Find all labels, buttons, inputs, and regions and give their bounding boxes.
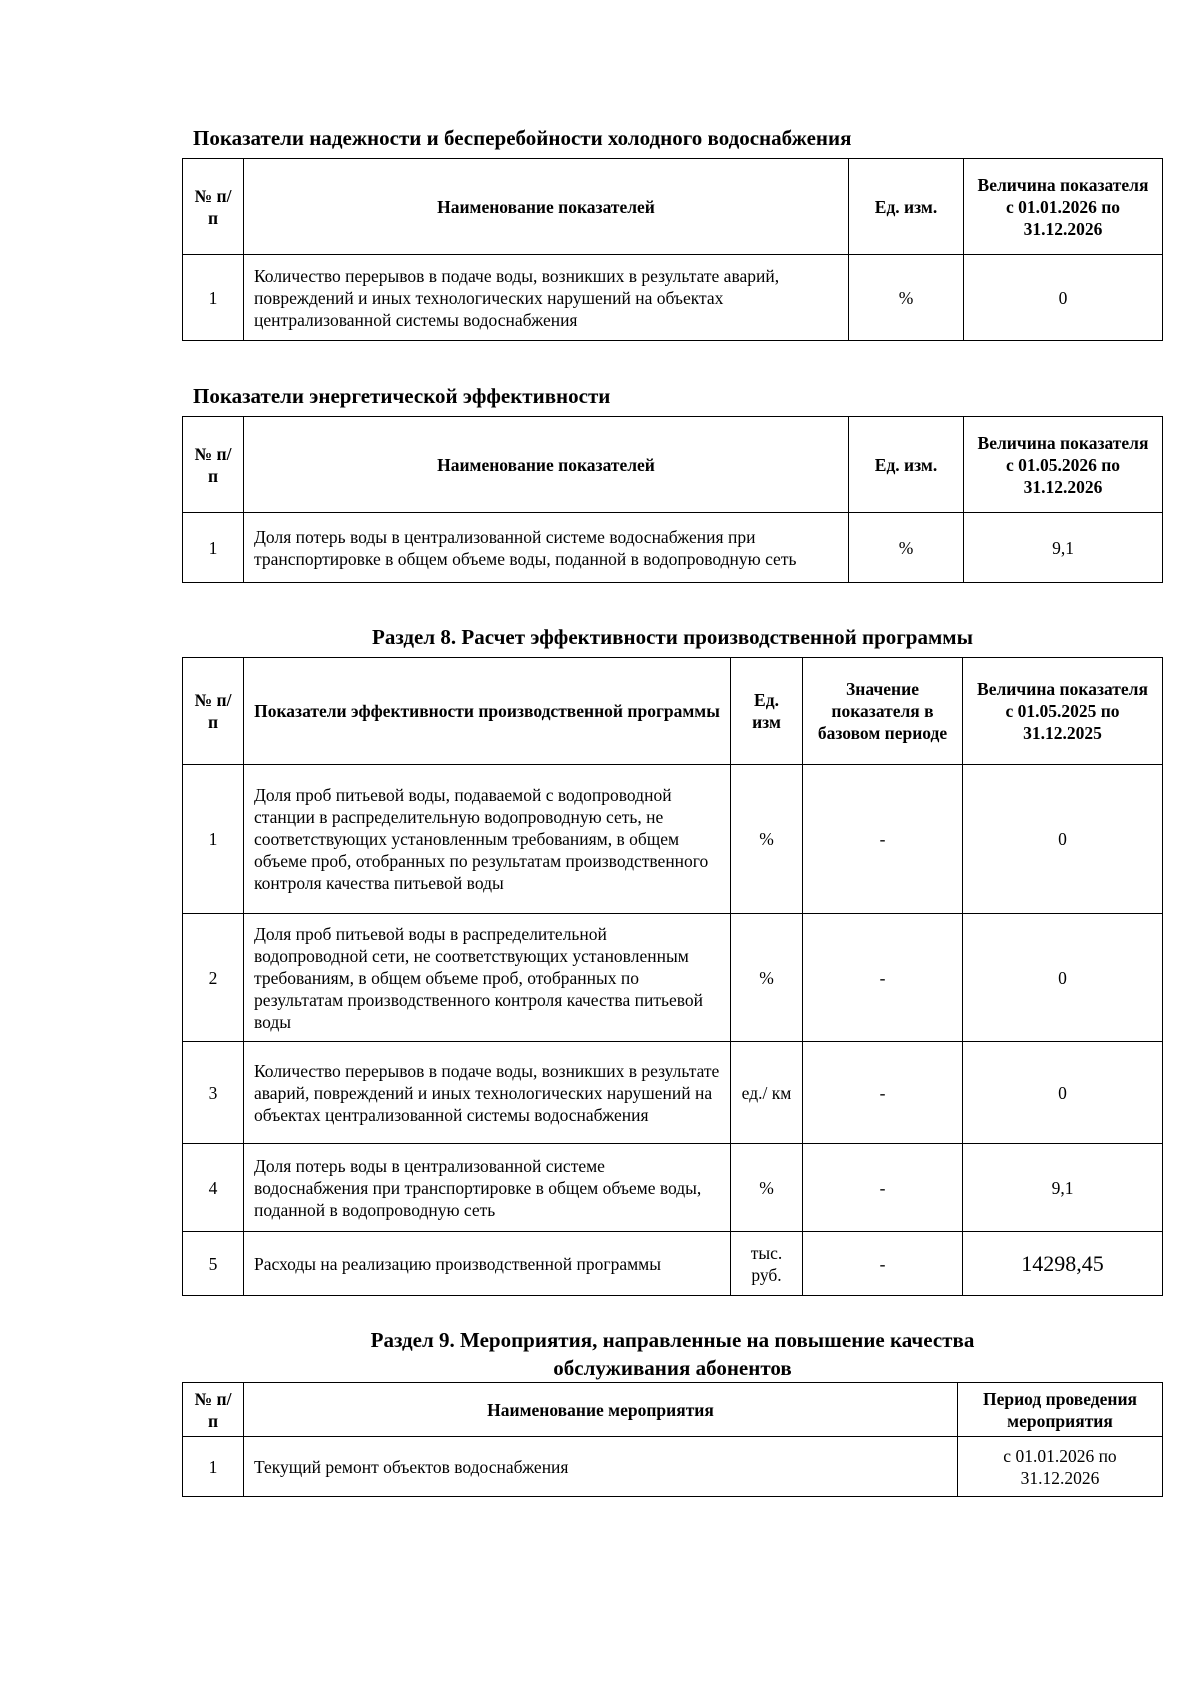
table-header-row <box>183 1383 1163 1437</box>
table-row <box>183 513 1163 583</box>
section-9-title-line-1: Раздел 9. Мероприятия, направленные на повышение качества <box>370 1328 975 1352</box>
header-number: № п/п <box>183 159 244 255</box>
row-value: 14298,45 <box>963 1232 1163 1296</box>
row-indicator-name: Доля проб питьевой воды, подаваемой с водопроводной станции в распределительную водопроводную сеть, не соответствующих установленным требованиям, в общем объеме проб, отобранных по результатам производственного контроля качества питьевой воды <box>244 765 731 914</box>
row-number: 1 <box>183 255 244 341</box>
header-base-value: Значение показателя в базовом периоде <box>803 658 963 765</box>
table-row <box>183 1042 1163 1144</box>
header-unit: Ед. изм. <box>849 417 964 513</box>
header-value: Величина показателя с 01.01.2026 по 31.12.2026 <box>964 159 1163 255</box>
row-number: 1 <box>183 765 244 914</box>
table-row <box>183 765 1163 914</box>
row-unit: % <box>849 255 964 341</box>
energy-efficiency-table <box>182 416 1163 583</box>
reliability-table <box>182 158 1163 341</box>
row-unit: тыс. руб. <box>731 1232 803 1296</box>
table-header-row <box>183 417 1163 513</box>
row-value: 0 <box>963 765 1163 914</box>
table-header-row <box>183 159 1163 255</box>
header-number: № п/п <box>183 417 244 513</box>
table-row <box>183 914 1163 1042</box>
row-value: 9,1 <box>964 513 1163 583</box>
header-number: № п/п <box>183 658 244 765</box>
section-9-title-line-2: обслуживания абонентов <box>553 1356 792 1380</box>
row-period: с 01.01.2026 по 31.12.2026 <box>958 1437 1163 1497</box>
row-number: 4 <box>183 1144 244 1232</box>
table-header-row <box>183 658 1163 765</box>
header-indicator-name: Наименование показателей <box>244 417 849 513</box>
table-row <box>183 255 1163 341</box>
header-unit: Ед. изм <box>731 658 803 765</box>
row-base-value: - <box>803 914 963 1042</box>
header-number: № п/п <box>183 1383 244 1437</box>
row-number: 3 <box>183 1042 244 1144</box>
row-unit: % <box>731 1144 803 1232</box>
header-value: Величина показателя с 01.05.2026 по 31.12.2026 <box>964 417 1163 513</box>
header-value: Величина показателя с 01.05.2025 по 31.12.2025 <box>963 658 1163 765</box>
row-indicator-name: Доля потерь воды в централизованной системе водоснабжения при транспортировке в общем объеме воды, поданной в водопроводную сеть <box>244 1144 731 1232</box>
header-unit: Ед. изм. <box>849 159 964 255</box>
row-number: 1 <box>183 513 244 583</box>
service-quality-measures-table <box>182 1382 1163 1497</box>
section-8-title: Раздел 8. Расчет эффективности производственной программы <box>372 625 973 649</box>
header-period: Период проведения мероприятия <box>958 1383 1163 1437</box>
row-number: 2 <box>183 914 244 1042</box>
row-indicator-name: Расходы на реализацию производственной программы <box>244 1232 731 1296</box>
row-value: 0 <box>963 1042 1163 1144</box>
table-row <box>183 1437 1163 1497</box>
row-value: 0 <box>963 914 1163 1042</box>
table-row <box>183 1232 1163 1296</box>
row-value: 9,1 <box>963 1144 1163 1232</box>
row-indicator-name: Доля потерь воды в централизованной системе водоснабжения при транспортировке в общем объеме воды, поданной в водопроводную сеть <box>244 513 849 583</box>
row-base-value: - <box>803 1042 963 1144</box>
reliability-section-title: Показатели надежности и бесперебойности холодного водоснабжения <box>193 126 852 150</box>
row-base-value: - <box>803 765 963 914</box>
row-base-value: - <box>803 1144 963 1232</box>
row-measure-name: Текущий ремонт объектов водоснабжения <box>244 1437 958 1497</box>
row-number: 5 <box>183 1232 244 1296</box>
table-row <box>183 1144 1163 1232</box>
row-value: 0 <box>964 255 1163 341</box>
program-efficiency-table <box>182 657 1163 1296</box>
row-unit: ед./ км <box>731 1042 803 1144</box>
row-number: 1 <box>183 1437 244 1497</box>
row-unit: % <box>849 513 964 583</box>
header-indicator-name: Показатели эффективности производственной программы <box>244 658 731 765</box>
header-measure-name: Наименование мероприятия <box>244 1383 958 1437</box>
row-indicator-name: Доля проб питьевой воды в распределительной водопроводной сети, не соответствующих установленным требованиям, в общем объеме проб, отобранных по результатам производственного контроля качества питьевой воды <box>244 914 731 1042</box>
row-unit: % <box>731 765 803 914</box>
row-indicator-name: Количество перерывов в подаче воды, возникших в результате аварий, повреждений и иных технологических нарушений на объектах централизованной системы водоснабжения <box>244 1042 731 1144</box>
row-indicator-name: Количество перерывов в подаче воды, возникших в результате аварий, повреждений и иных технологических нарушений на объектах централизованной системы водоснабжения <box>244 255 849 341</box>
header-indicator-name: Наименование показателей <box>244 159 849 255</box>
energy-section-title: Показатели энергетической эффективности <box>193 384 611 408</box>
row-unit: % <box>731 914 803 1042</box>
row-base-value: - <box>803 1232 963 1296</box>
